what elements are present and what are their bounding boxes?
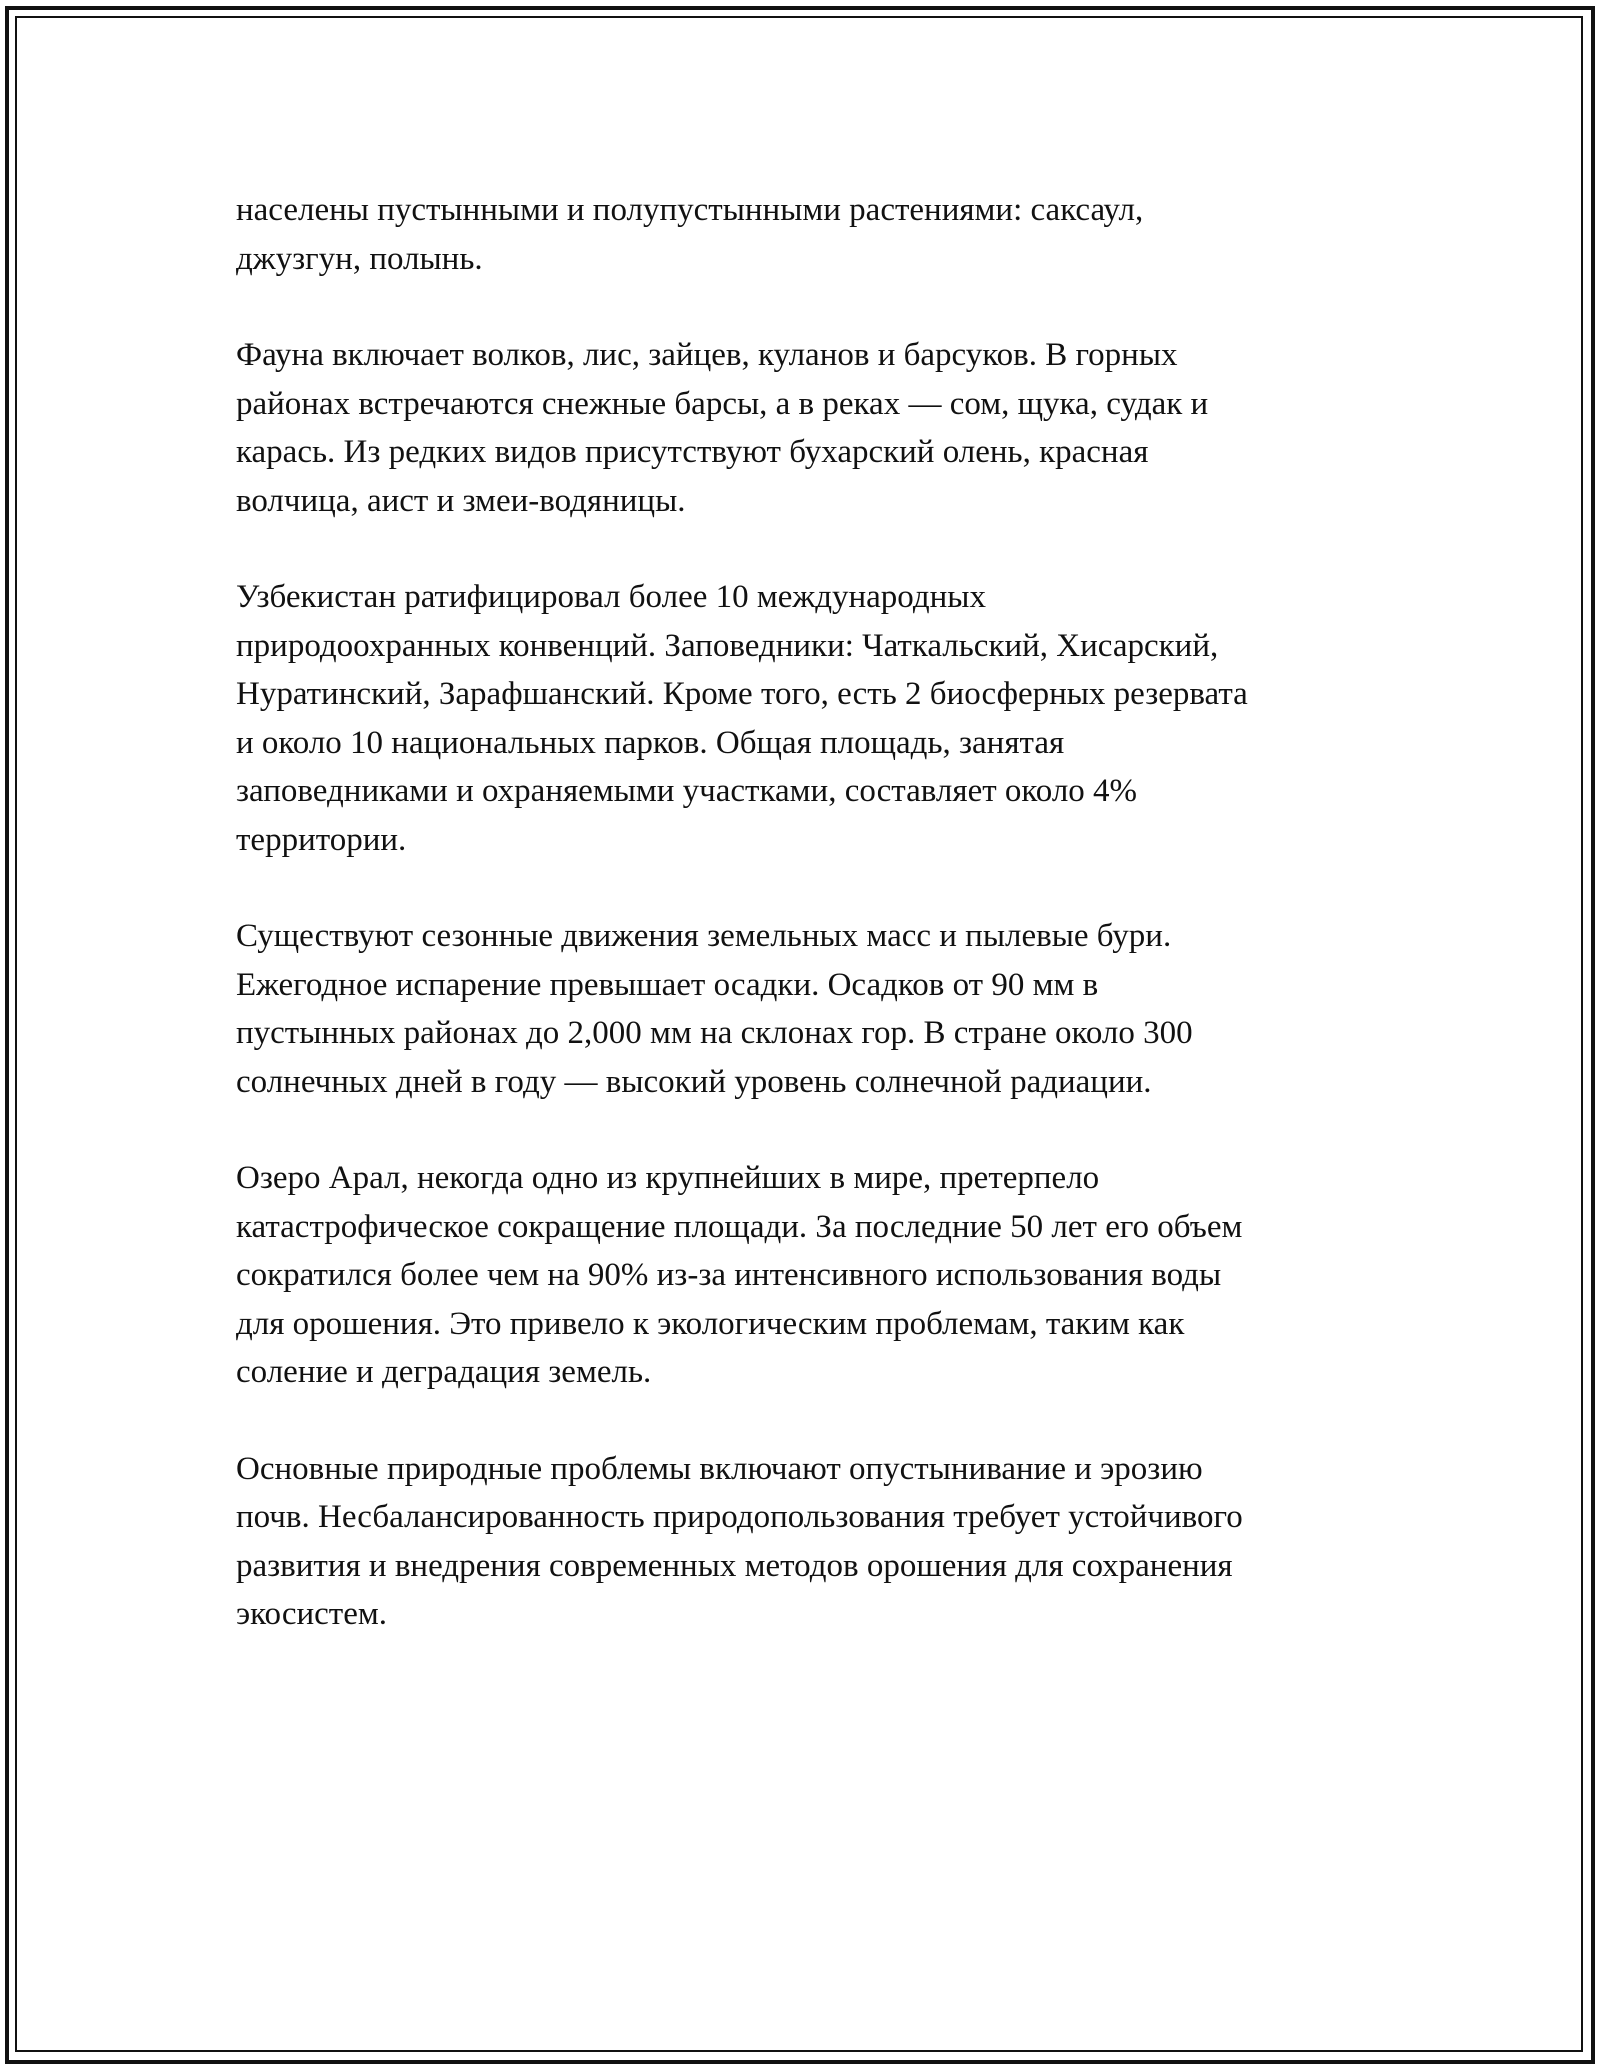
paragraph-fauna: Фауна включает волков, лис, зайцев, куланов и барсуков. В горных районах встречаются снежные барсы, а в реках — сом, щука, судак и карась. Из редких видов присутствуют бухарский олень, красная волчица, аист и змеи-водяницы. (236, 337, 1209, 519)
paragraph-conservation: Узбекистан ратифицировал более 10 международных природоохранных конвенций. Заповедники: Чаткальский, Хисарский, Нуратинский, Зарафшанский. Кроме того, есть 2 биосферных резервата и около 10 национальных парков. Общая площадь, занятая заповедниками и охраняемыми участками, составляет около 4% территории. (236, 579, 1248, 858)
document-body (236, 186, 1386, 1687)
paragraph-environmental-problems: Основные природные проблемы включают опустынивание и эрозию почв. Несбалансированность природопользования требует устойчивого развития и внедрения современных методов орошения для сохранения экосистем. (236, 1450, 1243, 1632)
paragraph-aral-sea: Озеро Арал, некогда одно из крупнейших в мире, претерпело катастрофическое сокращение площади. За последние 50 лет его объем сократился более чем на 90% из-за интенсивного использования воды для орошения. Это привело к экологическим проблемам, таким как соление и деградация земель. (236, 1160, 1243, 1390)
paragraph-climate: Существуют сезонные движения земельных масс и пылевые бури. Ежегодное испарение превышает осадки. Осадков от 90 мм в пустынных районах до 2,000 мм на склонах гор. В стране около 300 солнечных дней в году — высокий уровень солнечной радиации. (236, 918, 1193, 1100)
paragraph-flora: населены пустынными и полупустынными растениями: саксаул, джузгун, полынь. (236, 192, 1144, 277)
